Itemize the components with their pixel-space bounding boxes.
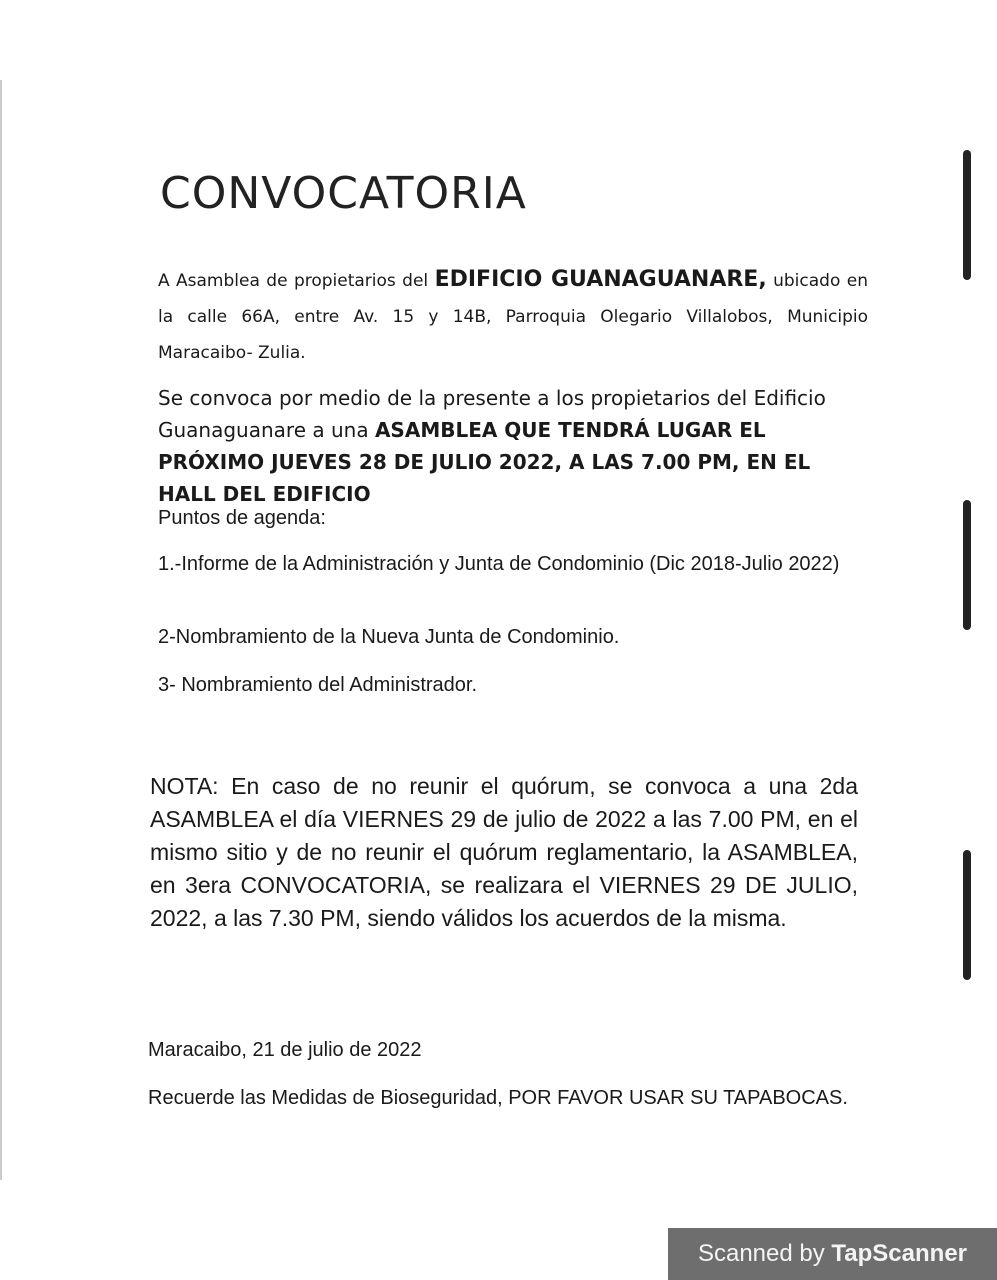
agenda-item: 1.-Informe de la Administración y Junta de Condominio (Dic 2018-Julio 2022) — [158, 553, 840, 575]
reminder: Recuerde las Medidas de Bioseguridad, POR FAVOR USAR SU TAPABOCAS. — [148, 1087, 848, 1109]
agenda-item: 2-Nombramiento de la Nueva Junta de Condominio. — [158, 626, 620, 648]
convocation-paragraph — [158, 382, 868, 510]
scan-edge-left — [0, 80, 2, 1180]
intro-prefix: A Asamblea de propietarios del — [158, 271, 435, 291]
intro-address: ubicado en la calle 66A, entre Av. 15 y 14B, Parroquia Olegario Villalobos, Municipio Maracaibo- Zulia. — [158, 271, 868, 363]
scan-edge-mark — [963, 150, 971, 280]
scanner-watermark — [668, 1228, 997, 1280]
date-line: Maracaibo, 21 de julio de 2022 — [148, 1039, 422, 1061]
document-title: CONVOCATORIA — [160, 168, 527, 219]
intro-paragraph — [158, 262, 868, 371]
agenda-item: 3- Nombramiento del Administrador. — [158, 674, 478, 696]
watermark-brand: TapScanner — [831, 1240, 968, 1267]
scan-edge-mark — [963, 850, 971, 980]
note-paragraph: NOTA: En caso de no reunir el quórum, se convoca a una 2da ASAMBLEA el día VIERNES 29 de julio de 2022 a las 7.00 PM, en el mismo sitio y de no reunir el quórum reglamentario, la ASAMBLEA, en 3era CONVOCATORIA, se realizara el VIERNES 29 DE JULIO, 2022, a las 7.30 PM, siendo válidos los acuerdos de la misma. — [150, 773, 858, 931]
convocation-details: ASAMBLEA QUE TENDRÁ LUGAR EL PRÓXIMO JUEVES 28 DE JULIO 2022, A LAS 7.00 PM, EN EL HALL DEL EDIFICIO — [158, 418, 811, 506]
watermark-prefix: Scanned by — [697, 1240, 832, 1267]
scan-edge-mark — [963, 500, 971, 630]
building-name: EDIFICIO GUANAGUANARE, — [434, 267, 767, 292]
agenda-heading: Puntos de agenda: — [158, 507, 326, 529]
convocation-text: Se convoca por medio de la presente a los propietarios del Edificio Guanaguanare a una — [158, 386, 826, 442]
